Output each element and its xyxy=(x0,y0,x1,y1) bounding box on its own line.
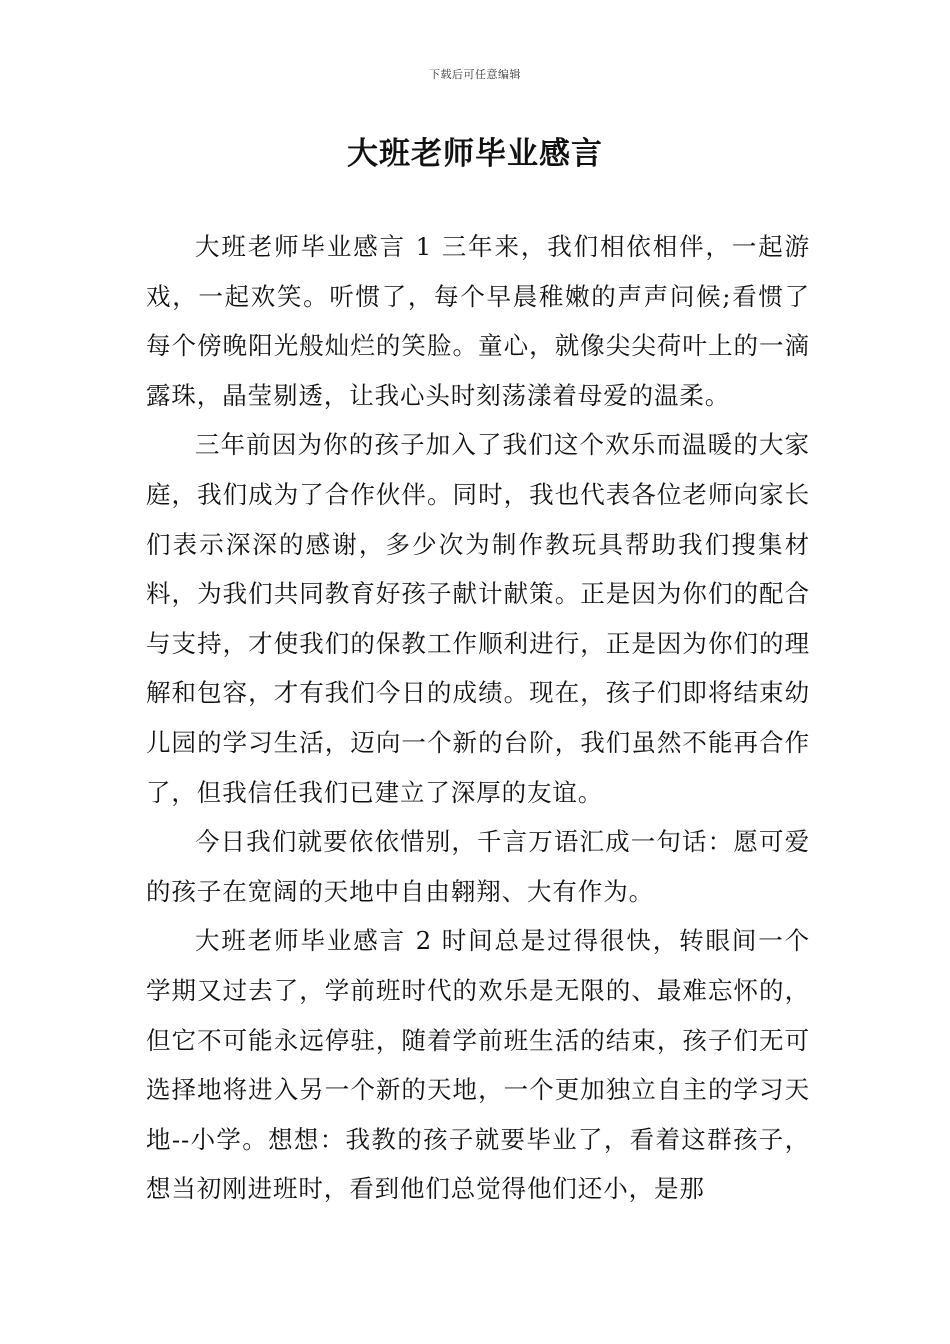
document-body xyxy=(146,222,810,1214)
paragraph: 今日我们就要依依惜别，千言万语汇成一句话：愿可爱的孩子在宽阔的天地中自由翱翔、大有作为。 xyxy=(146,827,810,906)
paragraph: 大班老师毕业感言 2 时间总是过得很快，转眼间一个学期又过去了，学前班时代的欢乐是无限的、最难忘怀的，但它不可能永远停驻，随着学前班生活的结束，孩子们无可选择地将进入另一个新的天地，一个更加独立自主的学习天地--小学。想想：我教的孩子就要毕业了，看着这群孩子，想当初刚进班时，看到他们总觉得他们还小，是那 xyxy=(146,926,810,1204)
paragraph: 三年前因为你的孩子加入了我们这个欢乐而温暖的大家庭，我们成为了合作伙伴。同时，我也代表各位老师向家长们表示深深的感谢，多少次为制作教玩具帮助我们搜集材料，为我们共同教育好孩子献计献策。正是因为你们的配合与支持，才使我们的保教工作顺利进行，正是因为你们的理解和包容，才有我们今日的成绩。现在，孩子们即将结束幼儿园的学习生活，迈向一个新的台阶，我们虽然不能再合作了，但我信任我们已建立了深厚的友谊。 xyxy=(146,430,810,807)
header-note: 下载后可任意编辑 xyxy=(429,68,521,81)
paragraph: 大班老师毕业感言 1 三年来，我们相依相伴，一起游戏，一起欢笑。听惯了，每个早晨稚嫩的声声问候;看惯了每个傍晚阳光般灿烂的笑脸。童心，就像尖尖荷叶上的一滴露珠，晶莹剔透，让我心头时刻荡漾着母爱的温柔。 xyxy=(146,232,810,410)
document-title: 大班老师毕业感言 xyxy=(347,136,603,172)
